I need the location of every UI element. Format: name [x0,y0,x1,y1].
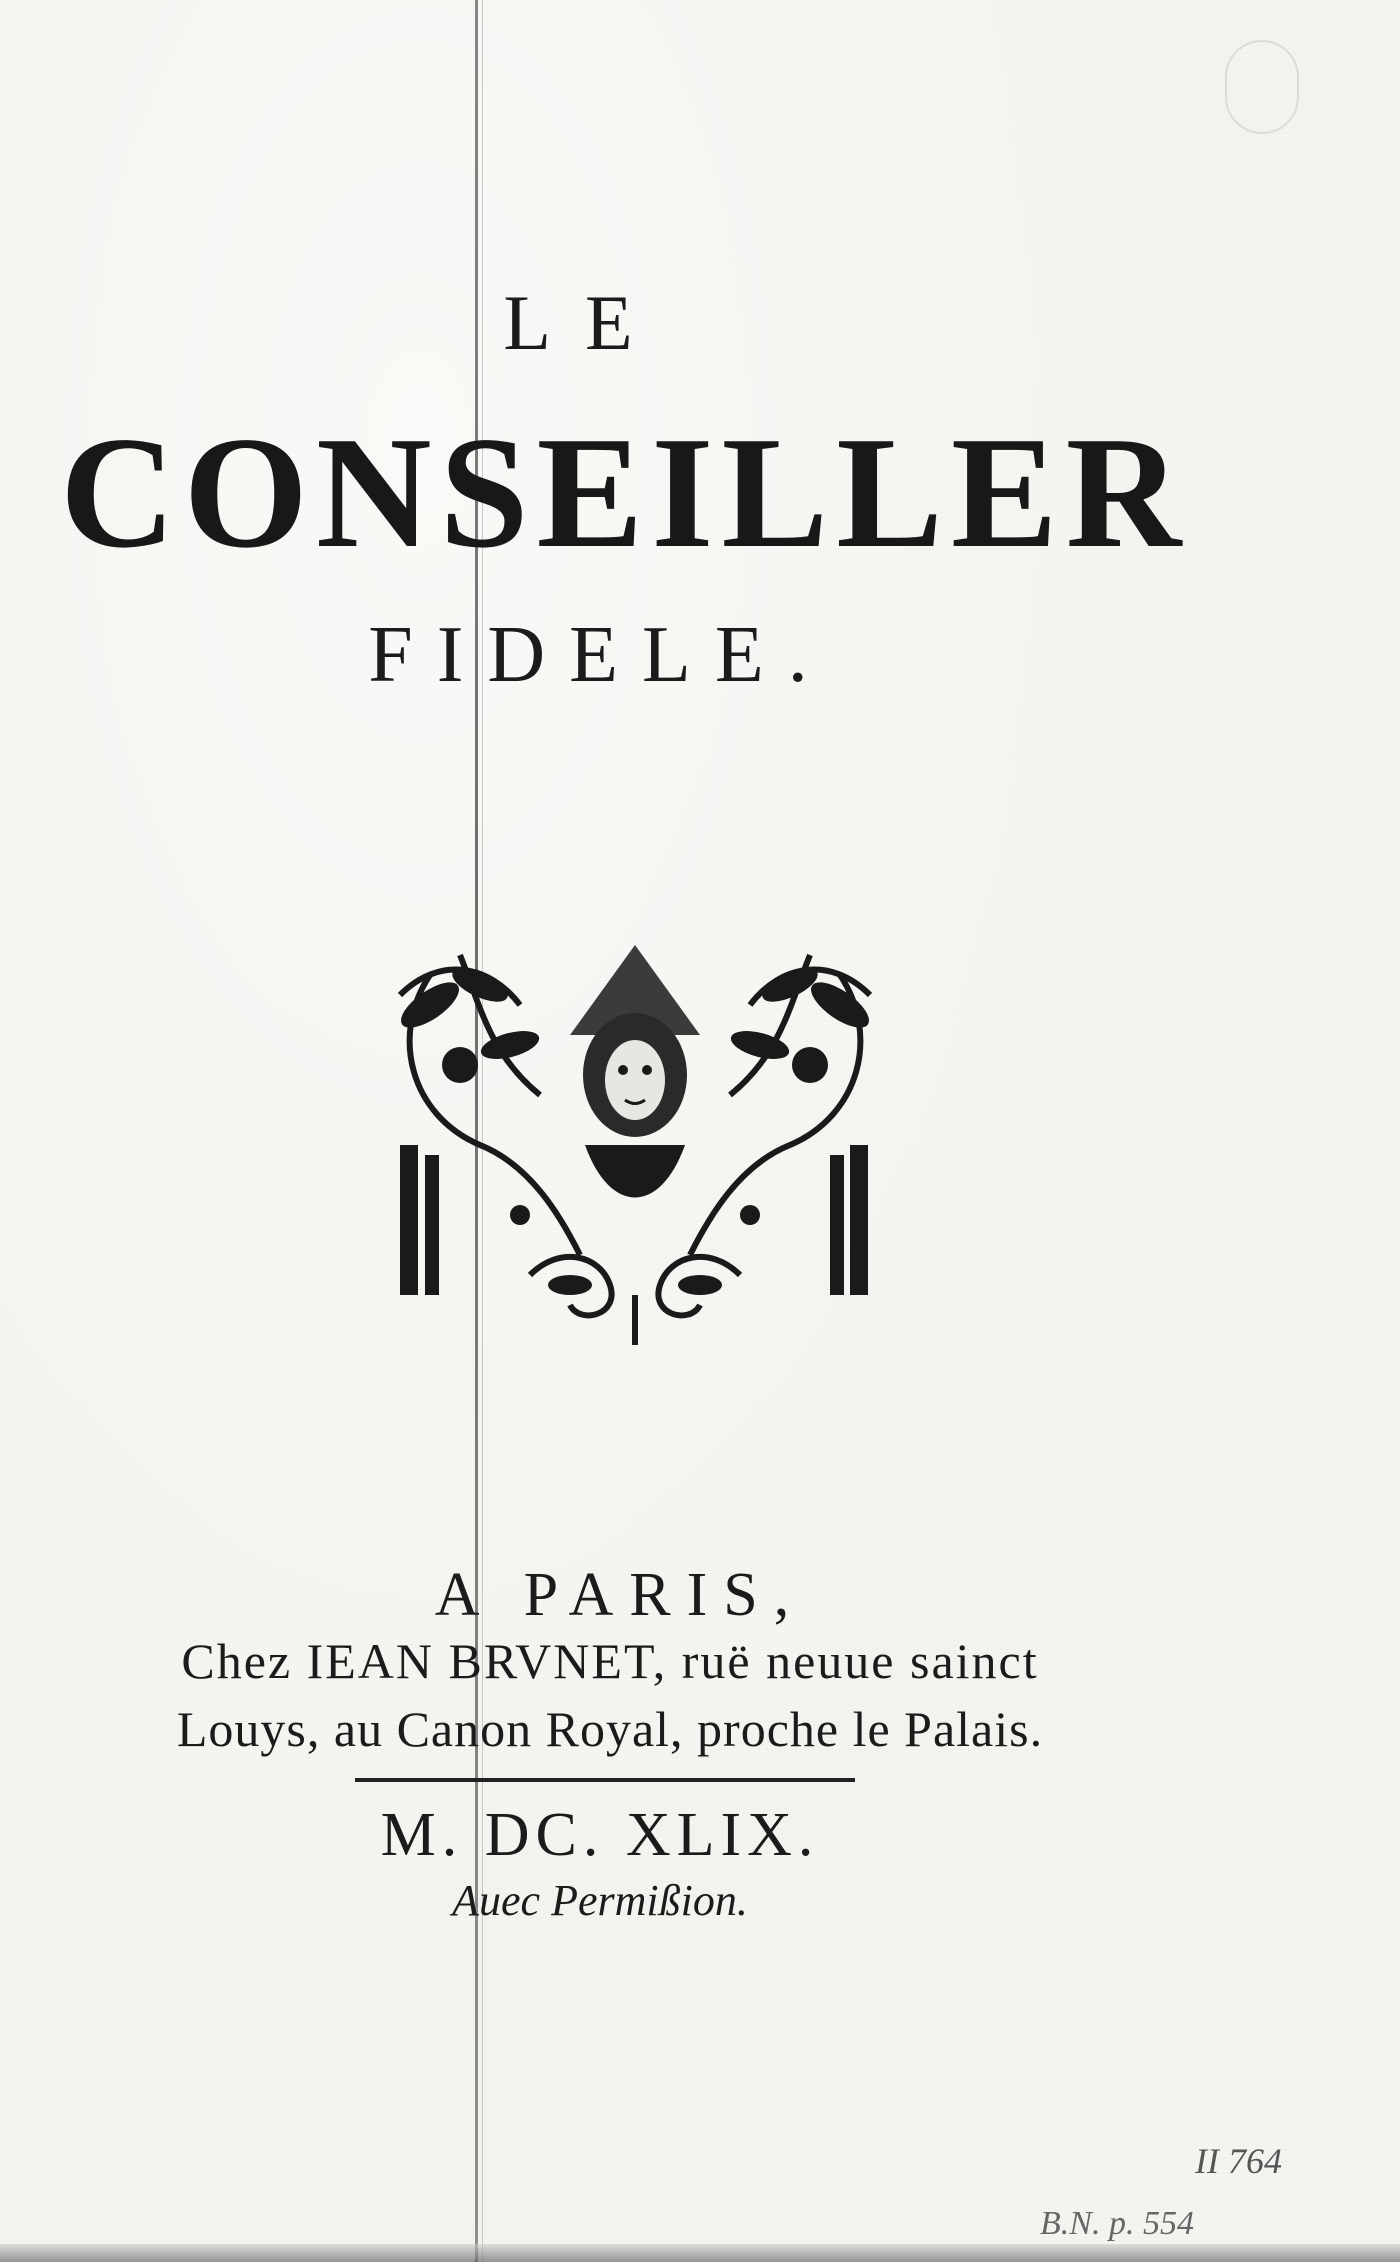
imprint-place: A PARIS, [434,1561,806,1629]
divider-rule [355,1778,855,1782]
page-bottom-edge [0,2244,1400,2262]
printers-ornament [370,915,900,1355]
handwritten-shelfmark-bottom: B.N. p. 554 [1040,2205,1194,2242]
handwritten-shelfmark-top: II 764 [1195,2141,1282,2181]
imprint-printer-line: Chez IEAN BRVNET, ruë neuue sainct [181,1633,1039,1689]
stamp-mark [1225,40,1299,134]
imprint-permission: Auec Permißion. [452,1876,748,1925]
imprint-address-line: Louys, au Canon Royal, proche le Palais. [176,1701,1044,1757]
imprint-date: M. DC. XLIX. [380,1801,820,1869]
title-line-fidele: FIDELE. [368,611,832,699]
title-line-conseiller: CONSEILLER [60,403,1190,581]
title-line-le: LE [503,279,667,366]
